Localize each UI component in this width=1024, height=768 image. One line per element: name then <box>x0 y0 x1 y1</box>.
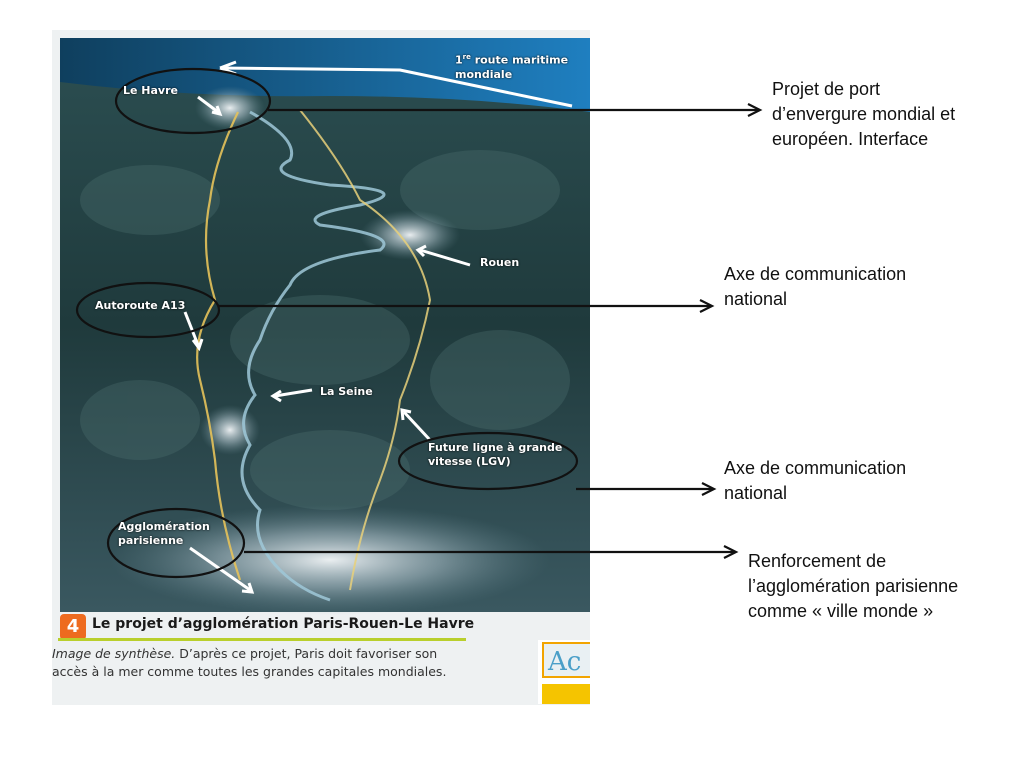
le-havre-label: Le Havre <box>123 84 178 97</box>
le-havre-city-glow <box>195 86 265 130</box>
side-tab <box>538 640 590 704</box>
caption-underline <box>58 638 466 641</box>
maritime-route-label: 1re route maritime mondiale <box>455 53 569 81</box>
autoroute-label: Autoroute A13 <box>95 299 186 312</box>
rouen-label: Rouen <box>480 256 520 269</box>
annotation-axe1: Axe de communication national <box>724 264 907 309</box>
side-tab-heading: Ac <box>542 642 590 678</box>
agglo-label: Agglomération parisienne <box>118 520 210 547</box>
caption-number-badge: 4 <box>60 614 86 640</box>
caption-text: Image de synthèse. D’après ce projet, Paris doit favoriser son accès à la mer comme toutes les grandes capitales mondiales. <box>52 646 447 679</box>
annotation-port: Projet de port d’envergure mondial et européen. Interface <box>772 79 956 149</box>
annotation-agglo: Renforcement de l’agglomération parisienne comme « ville monde » <box>748 551 959 621</box>
caption-title: Le projet d’agglomération Paris-Rouen-Le Havre <box>92 616 475 632</box>
seine-label: La Seine <box>320 385 373 398</box>
lgv-label: Future ligne à grande vitesse (LGV) <box>428 441 563 468</box>
annotation-axe2: Axe de communication national <box>724 458 907 503</box>
